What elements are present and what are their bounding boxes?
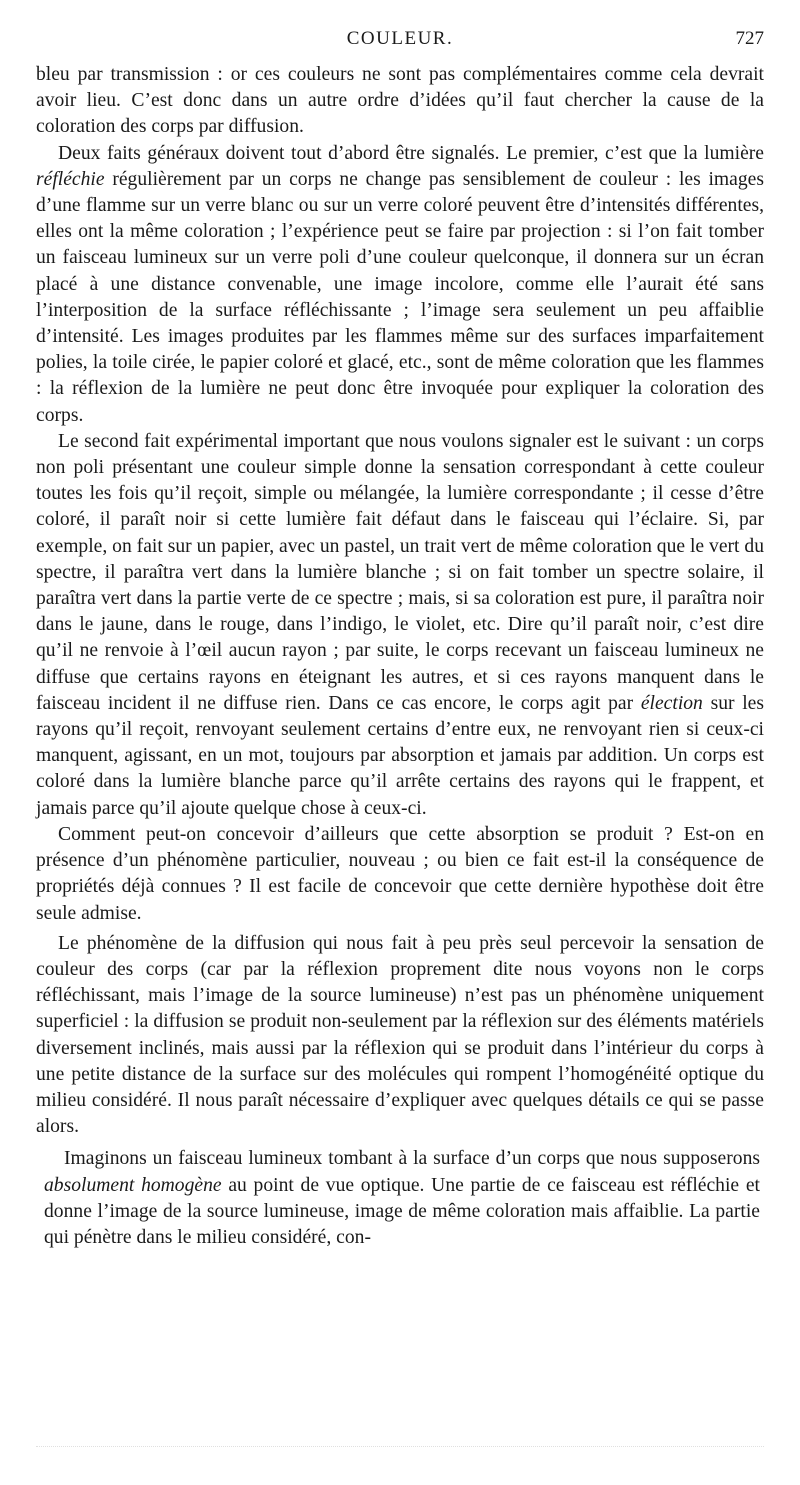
- emphasized-text: réfléchie: [36, 168, 105, 190]
- text-run: au point de vue optique. Une partie de ce faisceau est réfléchie et donne l’image de la source lumineuse, image de même coloration mais affaiblie. La partie qui pénètre dans le milieu considéré, con-: [44, 1174, 760, 1248]
- text-run: Comment peut-on concevoir d’ailleurs que cette absorption se produit ? Est-on en présence d’un phénomène particulier, nouveau ; ou bien ce fait est-il la conséquence de propriétés déjà connues ? Il est facile de concevoir que cette dernière hypothèse doit être seule admise.: [36, 823, 764, 924]
- running-title: COULEUR.: [346, 28, 454, 49]
- text-run: Le second fait expérimental important que nous voulons signaler est le suivant : un corps non poli présentant une couleur simple donne la sensation correspondant à cette couleur toutes les fois qu’il reçoit, simple ou mélangée, la lumière correspondante ; il cesse d’être coloré, il paraît noir si cette lumière fait défaut dans le faisceau qui l’éclaire. Si, par exemple, on fait sur un papier, avec un pastel, un trait vert de même coloration que le vert du spectre, il paraîtra vert dans la lumière blanche ; si on fait tomber un spectre solaire, il paraîtra vert dans la partie verte de ce spectre ; mais, si sa coloration est pure, il paraîtra noir dans le jaune, dans le rouge, dans l’indigo, le violet, etc. Dire qu’il paraît noir, c’est dire qu’il ne renvoie à l’œil aucun rayon ; par suite, le corps recevant un faisceau lumineux ne diffuse que certains rayons en éteignant les autres, et si ces rayons manquent dans le faisceau incident il ne diffuse rien. Dans ce cas encore, le corps agit par: [36, 430, 764, 714]
- paragraph: [36, 822, 764, 927]
- paragraph: [36, 931, 764, 1141]
- emphasized-text: absolument homogène: [44, 1174, 222, 1196]
- text-run: bleu par transmission : or ces couleurs ne sont pas complémentaires comme cela devrait avoir lieu. C’est donc dans un autre ordre d’idées qu’il faut chercher la cause de la coloration des corps par diffusion.: [36, 64, 764, 138]
- page-header: [36, 28, 764, 54]
- paragraph: [36, 141, 764, 429]
- body-text: [36, 62, 764, 1251]
- text-run: Deux faits généraux doivent tout d’abord être signalés. Le premier, c’est que la lumière: [58, 142, 764, 164]
- paragraph: [36, 429, 764, 822]
- text-run: sur les rayons qu’il reçoit, renvoyant seulement certains d’entre eux, ne renvoyant rien si ceux-ci manquent, agissant, en un mot, toujours par absorption et jamais par addition. Un corps est coloré dans la lumière blanche parce qu’il arrête certains des rayons qui le frappent, et jamais parce qu’il ajoute quelque chose à ceux-ci.: [36, 692, 764, 819]
- paragraph: [36, 62, 764, 141]
- emphasized-text: élection: [640, 692, 703, 714]
- text-run: Imaginons un faisceau lumineux tombant à la surface d’un corps que nous supposerons: [64, 1148, 760, 1170]
- print-specks: [36, 1446, 764, 1453]
- text-run: Le phénomène de la diffusion qui nous fait à peu près seul percevoir la sensation de couleur des corps (car par la réflexion proprement dite nous voyons non le corps réfléchissant, mais l’image de la source lumineuse) n’est pas un phénomène uniquement superficiel : la diffusion se produit non-seulement par la réflexion sur des éléments matériels diversement inclinés, mais aussi par la réflexion qui se produit dans l’intérieur du corps à une petite distance de la surface sur des molécules qui rompent l’homogénéité optique du milieu considéré. Il nous paraît nécessaire d’expliquer avec quelques détails ce qui se passe alors.: [36, 932, 764, 1138]
- page-number: 727: [735, 28, 764, 49]
- text-run: régulièrement par un corps ne change pas sensiblement de couleur : les images d’une flamme sur un verre blanc ou sur un verre coloré peuvent être d’intensités différentes, elles ont la même coloration ; l’expérience peut se faire par projection : si l’on fait tomber un faisceau lumineux sur un verre poli d’une couleur quelconque, il donnera sur un écran placé à une distance convenable, une image incolore, comme elle l’aurait été sans l’interposition de la surface réfléchissante ; l’image sera seulement un peu affaiblie d’intensité. Les images produites par les flammes même sur des surfaces imparfaitement polies, la toile cirée, le papier coloré et glacé, etc., sont de même coloration que les flammes : la réflexion de la lumière ne peut donc être invoquée pour expliquer la coloration des corps.: [36, 168, 764, 426]
- paragraph: [36, 1146, 764, 1251]
